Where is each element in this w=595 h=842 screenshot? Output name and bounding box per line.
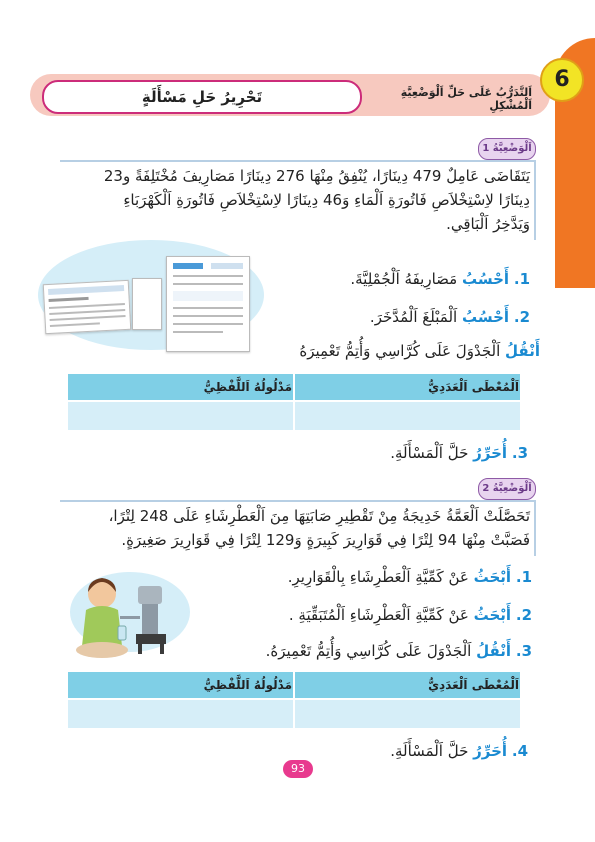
question-text: عَنْ كَمِّيَّةِ اَلْعَطْرِشَاءِ اَلْمُتَبَقِّيَةِ . bbox=[288, 606, 469, 624]
bill-lines bbox=[167, 257, 249, 351]
table-cell bbox=[294, 699, 521, 729]
bill-image bbox=[166, 256, 250, 352]
question-1 bbox=[270, 268, 530, 290]
data-table-1 bbox=[66, 372, 522, 432]
situation-1-line: دِينَارًا لاِسْتِخْلاَصِ فَاتُورَةِ اَلْمَاءِ وَ46 دِينَارًا لاِسْتِخْلاَصِ فَاتُورَةِ اَلْكَهْرَبَاءِ bbox=[123, 191, 530, 209]
question-2 bbox=[240, 604, 532, 626]
question-verb: أُحَرِّرُ bbox=[473, 444, 508, 462]
instruction-text: اَلْجَدْوَلَ عَلَى كُرَّاسِي وَأُتِمُّ تَعْمِيرَهُ bbox=[299, 342, 501, 360]
question-text: حَلَّ اَلْمَسْأَلَةِ. bbox=[390, 444, 469, 462]
question-text: اَلْجَدْوَلَ عَلَى كُرَّاسِي وَأُتِمُّ تَعْمِيرَهُ. bbox=[265, 642, 472, 660]
question-verb: أَبْحَثُ bbox=[473, 568, 512, 586]
question-4 bbox=[270, 740, 528, 762]
bill-image bbox=[43, 280, 131, 334]
question-number: 1. bbox=[515, 568, 532, 586]
question-verb: أَبْحَثُ bbox=[473, 606, 512, 624]
question-text: اَلْمَبْلَغَ اَلْمُدَّخَرَ. bbox=[369, 308, 458, 326]
question-verb: أَحْسُبُ bbox=[461, 308, 510, 326]
unit-number-badge: 6 bbox=[540, 58, 584, 102]
girl-distilling-image bbox=[72, 566, 192, 662]
question-2 bbox=[270, 306, 530, 328]
divider bbox=[60, 160, 536, 162]
divider bbox=[534, 500, 536, 556]
question-verb: أَحْسُبُ bbox=[461, 270, 510, 288]
bill-lines bbox=[44, 281, 130, 333]
situation-2-badge: اَلْوَضْعِيَّةُ 2 bbox=[478, 478, 536, 500]
question-verb: أَنْقُلُ bbox=[476, 642, 512, 660]
bill-image bbox=[132, 278, 162, 330]
table-header: مَدْلُولُهُ اَللَّفْظِيُّ bbox=[67, 671, 294, 699]
question-number: 2. bbox=[515, 606, 532, 624]
divider bbox=[60, 500, 536, 502]
question-text: حَلَّ اَلْمَسْأَلَةِ. bbox=[390, 742, 469, 760]
situation-1-text bbox=[40, 164, 530, 236]
question-3 bbox=[270, 442, 528, 464]
question-number: 4. bbox=[511, 742, 528, 760]
situation-1-line: يَتَقَاضَى عَامِلٌ 479 دِينَارًا، يُنْفِقُ مِنْهَا 276 دِينَارًا مَصَارِيفَ مُخْتَلِفَةً و23 bbox=[103, 167, 530, 185]
page-title: تَحْرِيرُ حَلِ مَسْأَلَةٍ bbox=[42, 80, 362, 114]
table-header: مَدْلُولُهُ اَللَّفْظِيُّ bbox=[67, 373, 294, 401]
question-text: مَصَارِيفَهُ اَلْجُمْلِيَّةَ. bbox=[350, 270, 458, 288]
table-cell bbox=[67, 401, 294, 431]
situation-1-badge: اَلْوَضْعِيَّةُ 1 bbox=[478, 138, 536, 160]
question-verb: أُحَرِّرُ bbox=[473, 742, 508, 760]
table-instruction bbox=[250, 340, 540, 362]
table-cell bbox=[67, 699, 294, 729]
situation-2-text bbox=[40, 504, 530, 552]
question-1 bbox=[240, 566, 532, 588]
page-number: 93 bbox=[283, 760, 313, 778]
table-header: اَلْمُعْطَى اَلْعَدَدِيُّ bbox=[294, 373, 521, 401]
question-number: 1. bbox=[513, 270, 530, 288]
question-number: 3. bbox=[515, 642, 532, 660]
situation-1-line: وَيَدَّخِرُ اَلْبَاقِي. bbox=[446, 215, 530, 233]
situation-2-line: تَحَصَّلَتْ اَلْعَمَّةُ خَدِيجَةُ مِنْ تَقْطِيرِ صَابَتِهَا مِنَ اَلْعَطْرِشَاءِ عَلَى 248 لِتْرًا، bbox=[108, 507, 530, 525]
table-cell bbox=[294, 401, 521, 431]
question-3 bbox=[232, 640, 532, 662]
instruction-verb: أَنْقُلُ bbox=[505, 342, 540, 360]
data-table-2 bbox=[66, 670, 522, 730]
divider bbox=[534, 160, 536, 240]
question-text: عَنْ كَمِّيَّةِ اَلْعَطْرِشَاءِ بِالْقَوَارِيرِ. bbox=[287, 568, 469, 586]
question-number: 2. bbox=[513, 308, 530, 326]
table-header: اَلْمُعْطَى اَلْعَدَدِيُّ bbox=[294, 671, 521, 699]
question-number: 3. bbox=[511, 444, 528, 462]
header-label: اَلتَّدَرُّبُ عَلَى حَلِّ اَلْوَضْعِيَّةِ اَلْمُشْكِلِ bbox=[400, 86, 532, 112]
situation-2-line: فَصَبَّتْ مِنْهَا 94 لِتْرًا فِي قَوَارِيرَ كَبِيرَةٍ وَ129 لِتْرًا فِي قَوَارِيرَ صَغِيرَةٍ. bbox=[121, 531, 530, 549]
